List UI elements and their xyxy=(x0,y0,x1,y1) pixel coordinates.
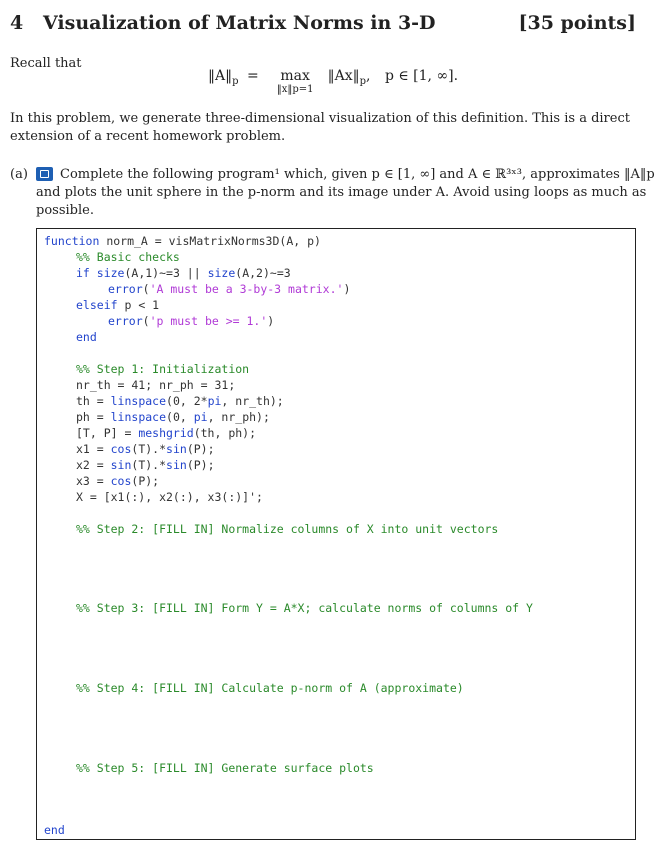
section-header xyxy=(10,6,636,42)
code-if-rest1: (A,1)~=3 || xyxy=(124,266,208,280)
code-comment-step3: %% Step 3: [FILL IN] Form Y = A*X; calculate norms of columns of Y xyxy=(76,601,533,615)
code-comment-step2: %% Step 2: [FILL IN] Normalize columns of X into unit vectors xyxy=(76,522,499,536)
code-th-a: th = xyxy=(76,394,111,408)
code-error-str1: 'A must be a 3-by-3 matrix.' xyxy=(149,282,344,296)
code-x1-b: (T).* xyxy=(131,442,167,456)
code-error-open1: ( xyxy=(142,282,150,296)
recall-text: Recall that xyxy=(10,56,82,71)
code-error-open2: ( xyxy=(142,314,150,328)
code-function-sig: norm_A = visMatrixNorms3D(A, p) xyxy=(99,234,321,248)
code-comment-step5: %% Step 5: [FILL IN] Generate surface plots xyxy=(76,761,374,775)
code-listing xyxy=(36,228,636,840)
code-ph-line xyxy=(76,410,270,424)
section-number: 4 xyxy=(10,12,24,34)
code-error-fn2: error xyxy=(108,314,143,328)
code-nr-line: nr_th = 41; nr_ph = 31; xyxy=(76,378,236,392)
formula-max-block xyxy=(267,68,323,95)
formula-comma: , xyxy=(366,68,371,84)
code-mg-fn: meshgrid xyxy=(138,426,194,440)
code-X-line: X = [x1(:), x2(:), x3(:)]'; xyxy=(76,490,263,504)
formula-max: max xyxy=(280,68,310,84)
code-ph-fn: linspace xyxy=(110,410,167,424)
formula-rhs: ‖Ax‖ xyxy=(327,68,360,84)
code-th-b: (0, 2* xyxy=(166,394,208,408)
code-x2-b: (T).* xyxy=(131,458,167,472)
part-a-line2: and plots the unit sphere in the p-norm and its image under A. Avoid using loops as much as xyxy=(36,185,647,200)
code-comment-step4: %% Step 4: [FILL IN] Calculate p-norm of A (approximate) xyxy=(76,681,464,695)
code-error-line1 xyxy=(108,282,350,296)
code-if-size1: size xyxy=(89,266,125,280)
section-title: Visualization of Matrix Norms in 3-D xyxy=(43,12,436,34)
code-th-fn: linspace xyxy=(110,394,167,408)
code-th-c: , nr_th); xyxy=(221,394,284,408)
code-comment-step1: %% Step 1: Initialization xyxy=(76,362,250,376)
code-ph-b: (0, xyxy=(166,410,194,424)
intro-paragraph-line1: In this problem, we generate three-dimensional visualization of this definition. This is a direct xyxy=(10,111,630,126)
code-x1-a: x1 = xyxy=(76,442,111,456)
formula-eq: = xyxy=(246,68,259,84)
code-ph-c: , nr_ph); xyxy=(207,410,270,424)
code-elseif-rest: p < 1 xyxy=(117,298,160,312)
code-ph-a: ph = xyxy=(76,410,111,424)
code-th-pi: pi xyxy=(207,394,222,408)
code-ph-pi: pi xyxy=(193,410,208,424)
code-function-kw: function xyxy=(44,234,100,248)
formula-rhs-sub: p xyxy=(359,76,367,87)
code-x3-b: (P); xyxy=(131,474,160,488)
code-comment-basic: %% Basic checks xyxy=(76,250,180,264)
code-error-close1: ) xyxy=(343,282,351,296)
code-mg-a: [T, P] = xyxy=(76,426,139,440)
code-icon xyxy=(36,167,53,181)
formula-lhs: ‖A‖ xyxy=(208,68,233,84)
code-x2-sin: sin xyxy=(110,458,132,472)
code-x1-line xyxy=(76,442,215,456)
code-error-close2: ) xyxy=(267,314,275,328)
code-if-kw: if xyxy=(76,266,90,280)
code-x3-line xyxy=(76,474,159,488)
formula-lhs-sub: p xyxy=(232,76,239,87)
code-th-line xyxy=(76,394,284,408)
part-a-line3: possible. xyxy=(36,203,94,218)
code-end-function: end xyxy=(44,823,65,837)
code-mg-b: (th, ph); xyxy=(193,426,257,440)
code-x3-a: x3 = xyxy=(76,474,111,488)
code-elseif-kw: elseif xyxy=(76,298,118,312)
code-x1-cos: cos xyxy=(110,442,132,456)
intro-paragraph-line2: extension of a recent homework problem. xyxy=(10,129,286,144)
code-x1-sin: sin xyxy=(166,442,187,456)
code-x2-sin2: sin xyxy=(166,458,187,472)
code-x2-c: (P); xyxy=(186,458,215,472)
formula-domain: p ∈ [1, ∞]. xyxy=(384,68,459,84)
part-a-line1: Complete the following program¹ which, given p ∈ [1, ∞] and A ∈ ℝ³ˣ³, approximates ‖A‖p xyxy=(60,167,655,182)
code-end-if: end xyxy=(76,330,97,344)
code-error-fn1: error xyxy=(108,282,143,296)
part-a-label: (a) xyxy=(10,167,28,182)
code-function-line xyxy=(44,234,321,248)
code-error-str2: 'p must be >= 1.' xyxy=(149,314,268,328)
code-x3-cos: cos xyxy=(110,474,132,488)
code-if-size2: size xyxy=(207,266,236,280)
code-if-line xyxy=(76,266,291,280)
code-error-line2 xyxy=(108,314,274,328)
code-x1-c: (P); xyxy=(186,442,215,456)
code-if-rest2: (A,2)~=3 xyxy=(235,266,291,280)
norm-formula xyxy=(208,68,459,95)
code-meshgrid-line xyxy=(76,426,256,440)
section-points: [35 points] xyxy=(518,12,636,34)
formula-max-under: ‖x‖p=1 xyxy=(276,84,314,95)
code-elseif-line xyxy=(76,298,159,312)
code-x2-a: x2 = xyxy=(76,458,111,472)
code-x2-line xyxy=(76,458,215,472)
